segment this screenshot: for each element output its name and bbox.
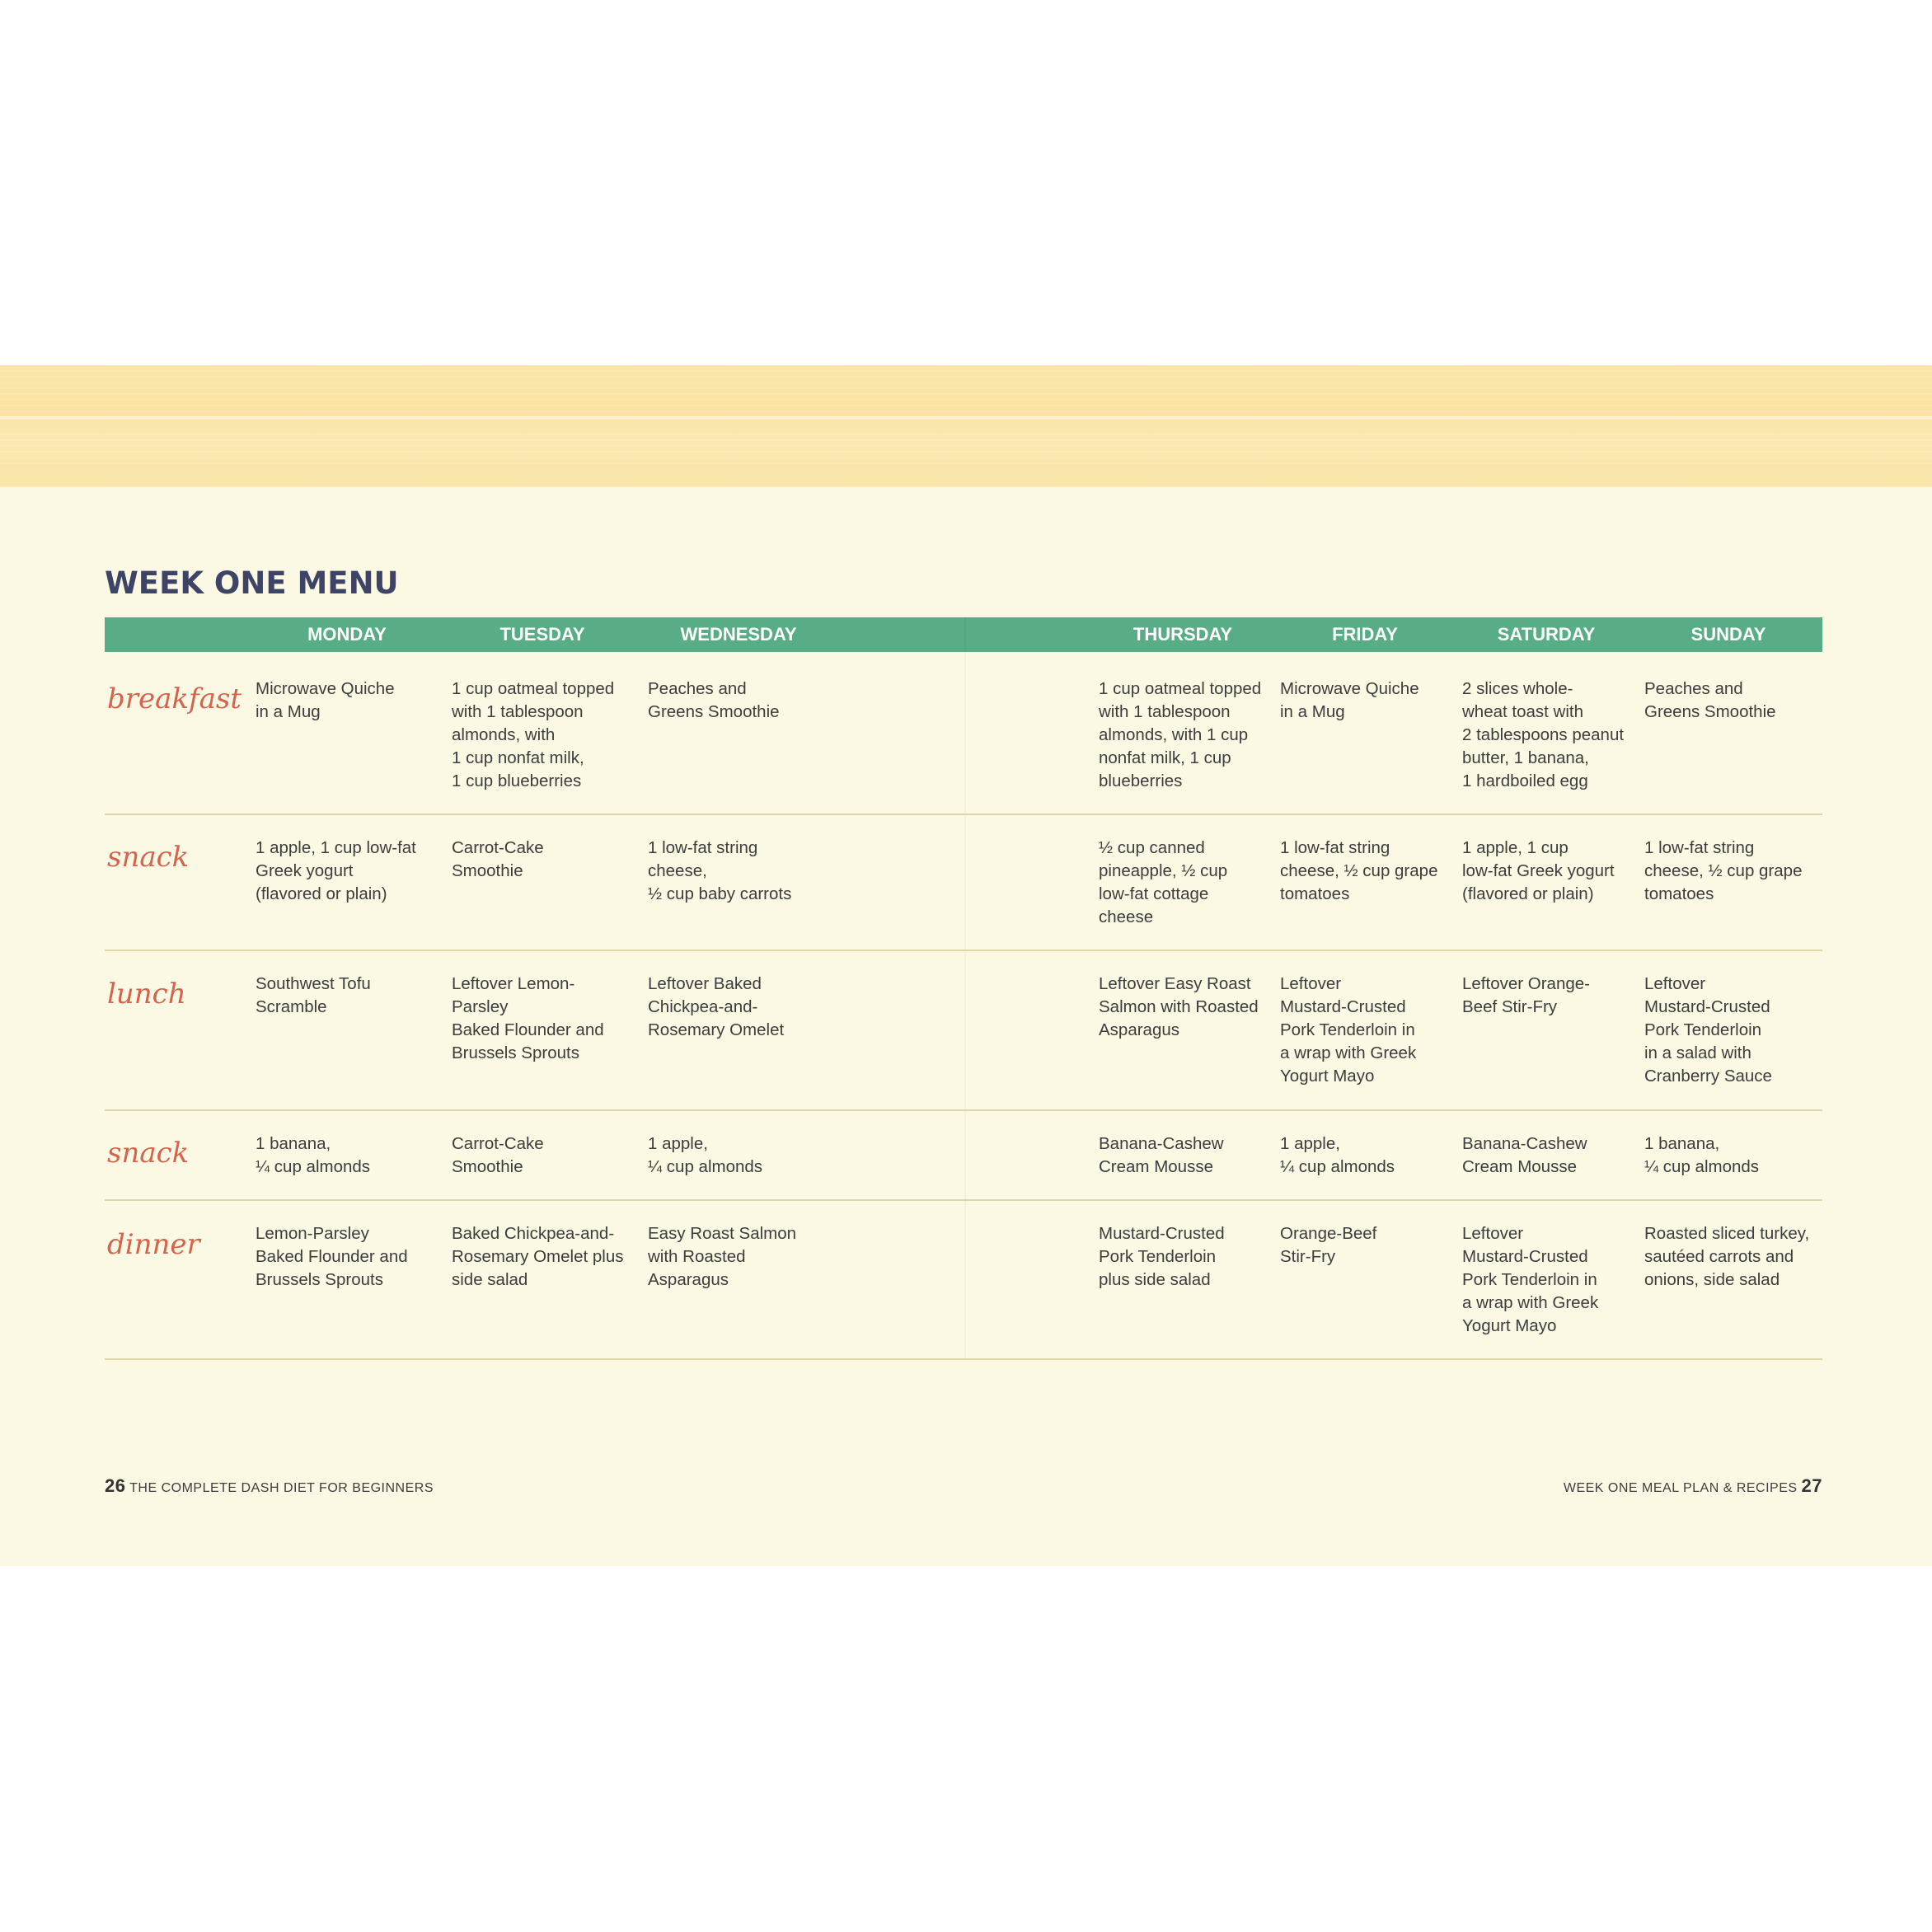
menu-cell: Orange-Beef Stir-Fry [1280, 1224, 1377, 1266]
footer-chapter-title: WEEK ONE MEAL PLAN & RECIPES [1563, 1481, 1798, 1495]
row-divider [105, 814, 1822, 815]
menu-cell: 1 low-fat string cheese, ½ cup grape tomatoes [1644, 838, 1803, 903]
menu-cell: ½ cup canned pineapple, ½ cup low-fat cottage cheese [1099, 838, 1228, 926]
menu-cell: Carrot-Cake Smoothie [452, 1134, 544, 1176]
footer-right [1564, 1475, 1822, 1497]
menu-cell: Microwave Quiche in a Mug [256, 679, 395, 721]
book-spread [0, 365, 1932, 1566]
menu-cell: Leftover Orange- Beef Stir-Fry [1462, 974, 1590, 1016]
menu-cell: Banana-Cashew Cream Mousse [1099, 1134, 1224, 1176]
day-header-wednesday: WEDNESDAY [680, 624, 797, 645]
row-divider [105, 1358, 1822, 1360]
menu-cell: Southwest Tofu Scramble [256, 974, 371, 1016]
menu-cell: Leftover Baked Chickpea-and- Rosemary Omelet [648, 974, 785, 1039]
menu-cell: Leftover Mustard-Crusted Pork Tenderloin in a wrap with Greek Yogurt Mayo [1280, 974, 1417, 1086]
row-divider [105, 1109, 1822, 1111]
decorative-header-band [0, 365, 1932, 487]
day-header-tuesday: TUESDAY [499, 624, 585, 645]
page-title: WEEK ONE MENU [105, 565, 399, 601]
menu-cell: Carrot-Cake Smoothie [452, 838, 544, 880]
menu-cell: Leftover Mustard-Crusted Pork Tenderloin in a wrap with Greek Yogurt Mayo [1462, 1224, 1599, 1335]
menu-cell: Leftover Lemon-Parsley Baked Flounder and Brussels Sprouts [452, 974, 604, 1062]
menu-cell: Microwave Quiche in a Mug [1280, 679, 1419, 721]
row-divider [105, 1199, 1822, 1201]
menu-cell: Banana-Cashew Cream Mousse [1462, 1134, 1587, 1176]
menu-cell: Peaches and Greens Smoothie [1644, 679, 1776, 721]
menu-cell: 1 low-fat string cheese, ½ cup grape tomatoes [1280, 838, 1438, 903]
menu-cell: 1 banana, ¼ cup almonds [1644, 1134, 1760, 1176]
menu-cell: Lemon-Parsley Baked Flounder and Brussels Sprouts [256, 1224, 408, 1289]
meal-label-lunch-2: lunch [107, 978, 186, 1011]
menu-cell: Roasted sliced turkey, sautéed carrots and onions, side salad [1644, 1224, 1810, 1289]
menu-cell: Peaches and Greens Smoothie [648, 679, 780, 721]
day-header-sunday: SUNDAY [1690, 624, 1766, 645]
menu-cell: 1 apple, ¼ cup almonds [1280, 1134, 1395, 1176]
meal-label-snack-1: snack [107, 841, 190, 874]
page-number-left: 26 [105, 1475, 126, 1496]
menu-cell: 1 banana, ¼ cup almonds [256, 1134, 371, 1176]
meal-label-dinner-4: dinner [107, 1228, 200, 1261]
footer-book-title: THE COMPLETE DASH DIET FOR BEGINNERS [129, 1481, 434, 1495]
menu-cell: Mustard-Crusted Pork Tenderloin plus side salad [1099, 1224, 1225, 1289]
menu-cell: 1 cup oatmeal topped with 1 tablespoon almonds, with 1 cup nonfat milk, 1 cup blueberries [452, 679, 615, 790]
menu-cell: Leftover Mustard-Crusted Pork Tenderloin in a salad with Cranberry Sauce [1644, 974, 1772, 1086]
day-header-thursday: THURSDAY [1132, 624, 1233, 645]
menu-cell: 2 slices whole- wheat toast with 2 tablespoons peanut butter, 1 banana, 1 hardboiled egg [1462, 679, 1625, 790]
menu-cell: Leftover Easy Roast Salmon with Roasted Asparagus [1099, 974, 1259, 1039]
menu-cell: 1 cup oatmeal topped with 1 tablespoon almonds, with 1 cup nonfat milk, 1 cup blueberries [1099, 679, 1262, 790]
footer-left [105, 1475, 434, 1497]
page-number-right: 27 [1801, 1475, 1822, 1496]
meal-label-snack-3: snack [107, 1137, 190, 1170]
menu-cell: 1 low-fat string cheese, ½ cup baby carrots [648, 838, 792, 903]
meal-label-breakfast-0: breakfast [107, 682, 242, 715]
menu-cell: 1 apple, ¼ cup almonds [648, 1134, 763, 1176]
day-header-saturday: SATURDAY [1497, 624, 1596, 645]
menu-cell: 1 apple, 1 cup low-fat Greek yogurt (flavored or plain) [256, 838, 416, 903]
menu-cell: 1 apple, 1 cup low-fat Greek yogurt (flavored or plain) [1462, 838, 1615, 903]
page-gutter [964, 617, 966, 1359]
day-header-friday: FRIDAY [1332, 624, 1398, 645]
row-divider [105, 950, 1822, 951]
menu-cell: Easy Roast Salmon with Roasted Asparagus [648, 1224, 797, 1289]
day-header-monday: MONDAY [307, 624, 387, 645]
menu-cell: Baked Chickpea-and- Rosemary Omelet plus side salad [452, 1224, 624, 1289]
